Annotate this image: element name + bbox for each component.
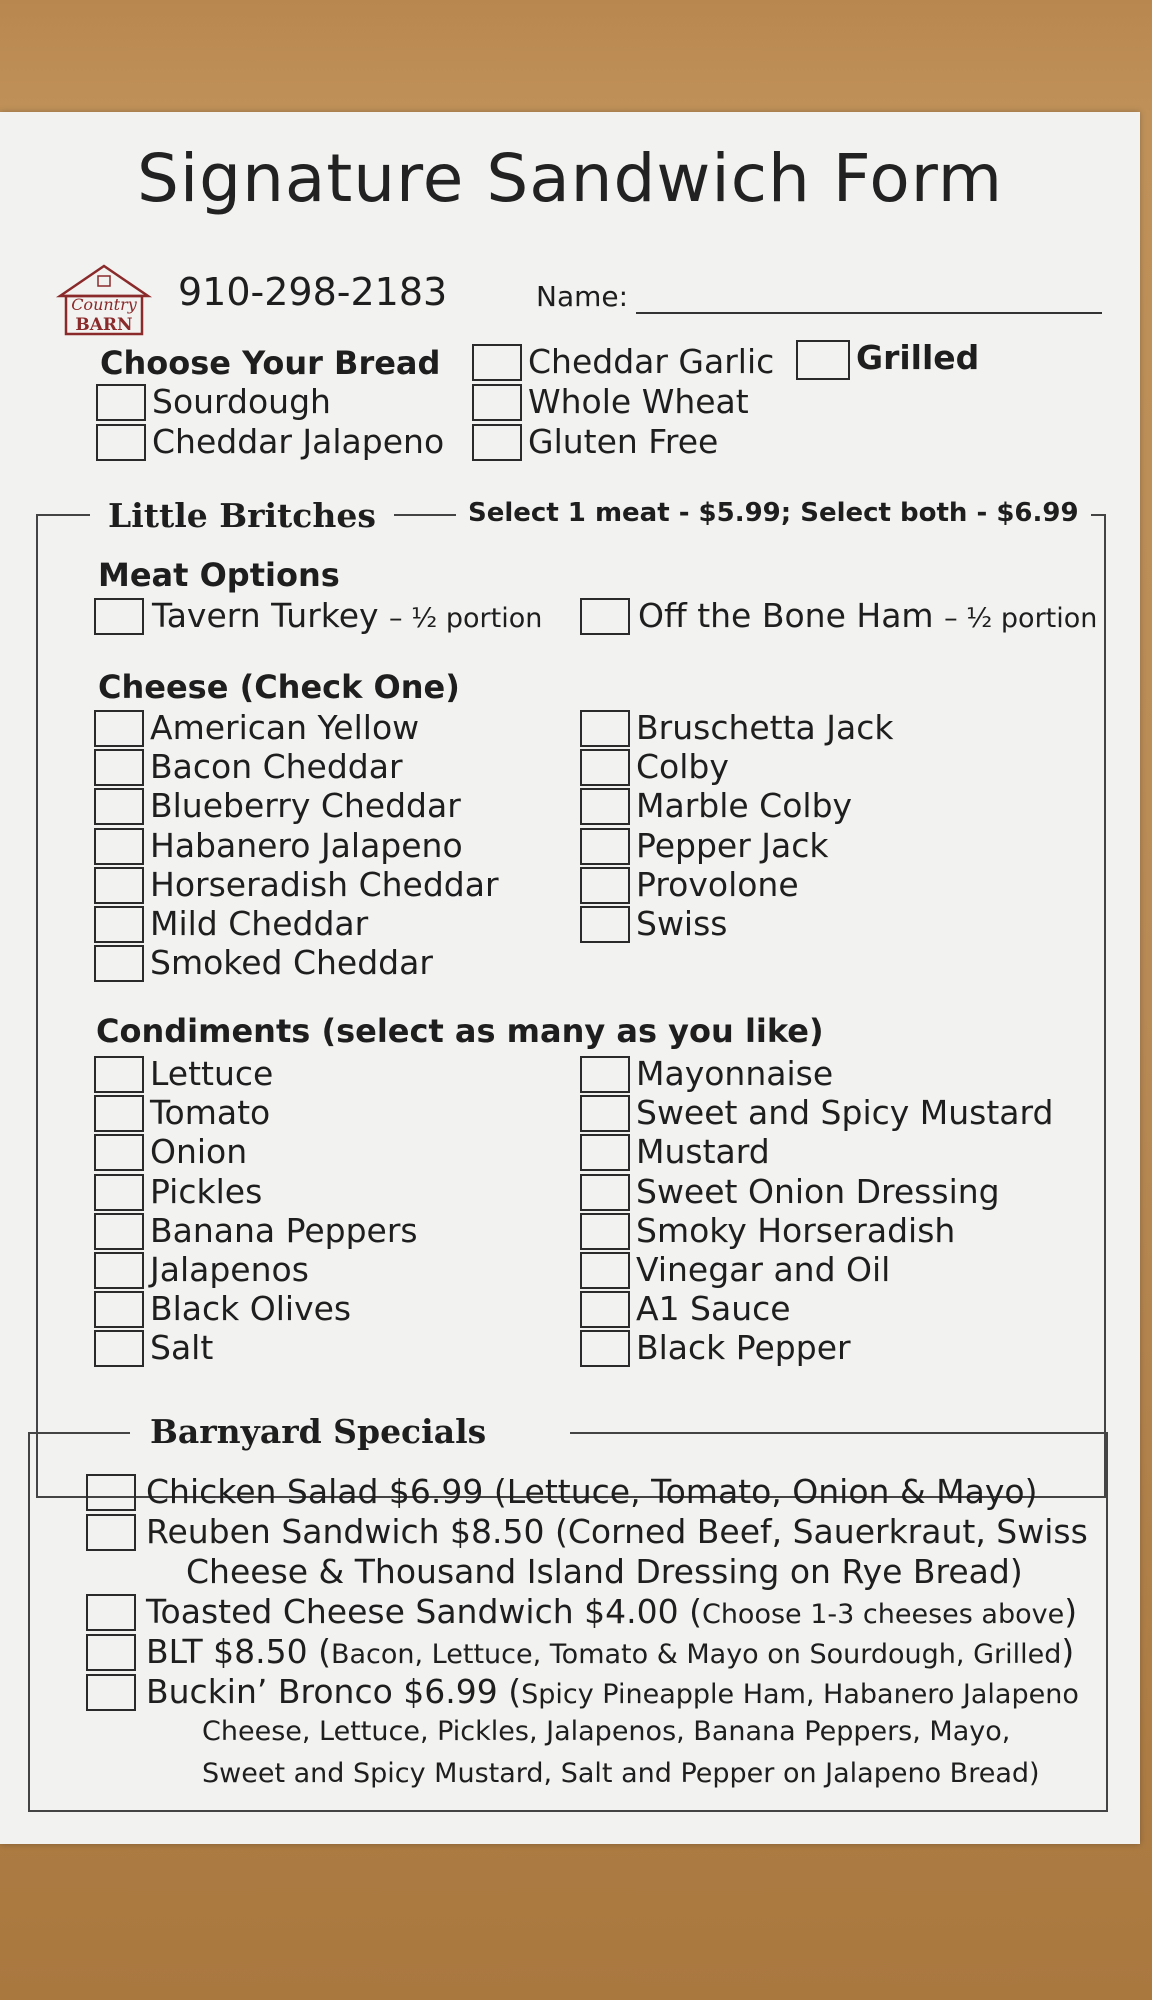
condiment-option-checkbox[interactable] [94,1056,144,1093]
condiment-option-label: Smoky Horseradish [636,1210,956,1250]
condiment-option-checkbox[interactable] [94,1252,144,1289]
checkbox-gluten-free[interactable] [472,424,522,461]
cheese-option-label: Provolone [636,864,799,904]
price-note: Select 1 meat - $5.99; Select both - $6.99 [456,498,1091,528]
country-barn-logo [52,262,156,336]
cheese-option-label: Colby [636,747,729,787]
condiment-option-checkbox[interactable] [580,1291,630,1328]
condiments-heading: Condiments (select as many as you like) [96,1012,824,1050]
bread-option-label: Whole Wheat [528,382,749,421]
meat-option: Tavern Turkey – ½ portion [152,596,543,635]
name-field[interactable] [636,312,1102,314]
checkbox-buckin-bronco[interactable] [86,1674,136,1711]
special-buckin-bronco-cont: Sweet and Spicy Mustard, Salt and Pepper on Jalapeno Bread) [202,1758,1040,1789]
condiment-option-label: Black Olives [150,1289,352,1329]
bread-heading: Choose Your Bread [100,344,441,382]
cheese-option-label: Pepper Jack [636,825,829,865]
cheese-option-checkbox[interactable] [580,788,630,825]
cheese-option-checkbox[interactable] [580,749,630,786]
condiment-option-checkbox[interactable] [94,1095,144,1132]
condiment-option-label: Banana Peppers [150,1210,418,1250]
order-form-sheet [0,112,1140,1844]
cheese-option-checkbox[interactable] [94,828,144,865]
checkbox-grilled[interactable] [796,340,850,380]
special-chicken-salad: Chicken Salad $6.99 (Lettuce, Tomato, Onion & Mayo) [146,1472,1038,1511]
condiment-option-checkbox[interactable] [580,1056,630,1093]
condiment-option-label: A1 Sauce [636,1289,791,1329]
condiment-option-checkbox[interactable] [580,1252,630,1289]
checkbox-reuben[interactable] [86,1514,136,1551]
bread-option-label: Cheddar Jalapeno [152,422,445,461]
condiment-option-label: Vinegar and Oil [636,1250,891,1289]
condiment-option-label: Pickles [150,1171,263,1211]
cheese-option-checkbox[interactable] [94,749,144,786]
name-label: Name: [536,280,629,313]
condiment-option-label: Sweet and Spicy Mustard [636,1093,1054,1133]
checkbox-cheddar-jalapeno[interactable] [96,424,146,461]
condiment-option-checkbox[interactable] [580,1174,630,1211]
phone-number: 910-298-2183 [178,270,448,314]
condiment-option-label: Lettuce [150,1054,274,1093]
condiment-option-checkbox[interactable] [580,1134,630,1171]
checkbox-off-the-bone-ham[interactable] [580,598,630,635]
cheese-option-label: Marble Colby [636,786,853,826]
condiment-option-label: Mustard [636,1132,770,1172]
condiment-option-checkbox[interactable] [94,1134,144,1171]
condiment-option-label: Salt [150,1328,214,1368]
little-britches-legend: Little Britches [90,496,394,535]
cheese-option-label: American Yellow [150,708,420,747]
cheese-option-checkbox[interactable] [580,828,630,865]
meat-option: Off the Bone Ham – ½ portion [638,596,1098,635]
condiment-option-checkbox[interactable] [94,1213,144,1250]
condiment-option-label: Black Pepper [636,1328,851,1368]
checkbox-blt[interactable] [86,1634,136,1671]
cheese-option-checkbox[interactable] [580,867,630,904]
condiment-option-label: Jalapenos [150,1250,309,1289]
cheese-option-checkbox[interactable] [94,906,144,943]
cheese-option-checkbox[interactable] [94,788,144,825]
cheese-heading: Cheese (Check One) [98,668,460,706]
bread-option-label: Sourdough [152,382,331,421]
cheese-option-checkbox[interactable] [94,710,144,747]
barnyard-specials-legend: Barnyard Specials [130,1412,570,1451]
special-blt: BLT $8.50 (Bacon, Lettuce, Tomato & Mayo on Sourdough, Grilled) [146,1632,1075,1671]
cheese-option-label: Smoked Cheddar [150,943,433,983]
condiment-option-checkbox[interactable] [94,1174,144,1211]
special-buckin-bronco-cont: Cheese, Lettuce, Pickles, Jalapenos, Banana Peppers, Mayo, [202,1716,1011,1747]
cheese-option-checkbox[interactable] [94,945,144,982]
special-toasted-cheese: Toasted Cheese Sandwich $4.00 (Choose 1-3 cheeses above) [146,1592,1078,1631]
checkbox-toasted-cheese[interactable] [86,1594,136,1631]
special-buckin-bronco: Buckin’ Bronco $6.99 (Spicy Pineapple Ham, Habanero Jalapeno [146,1672,1079,1711]
cheese-option-checkbox[interactable] [580,906,630,943]
condiment-option-checkbox[interactable] [580,1330,630,1367]
cheese-option-checkbox[interactable] [580,710,630,747]
checkbox-whole-wheat[interactable] [472,384,522,421]
cheese-option-label: Horseradish Cheddar [150,864,499,904]
condiment-option-label: Mayonnaise [636,1054,834,1093]
condiment-option-checkbox[interactable] [580,1213,630,1250]
special-reuben-cont: Cheese & Thousand Island Dressing on Rye Bread) [186,1552,1023,1591]
condiment-option-label: Sweet Onion Dressing [636,1171,1000,1211]
condiment-option-checkbox[interactable] [94,1330,144,1367]
svg-text:Country: Country [71,295,137,314]
condiment-option-label: Onion [150,1132,248,1172]
bread-option-label: Gluten Free [528,422,719,461]
cheese-option-label: Bruschetta Jack [636,708,894,747]
condiment-option-label: Tomato [150,1093,271,1133]
cheese-option-label: Swiss [636,904,728,943]
condiment-option-checkbox[interactable] [94,1291,144,1328]
cheese-option-label: Blueberry Cheddar [150,786,461,826]
checkbox-tavern-turkey[interactable] [94,598,144,635]
checkbox-sourdough[interactable] [96,384,146,421]
grilled-label: Grilled [856,338,980,377]
cheese-option-label: Bacon Cheddar [150,747,403,787]
svg-text:BARN: BARN [75,315,133,335]
cheese-option-label: Mild Cheddar [150,904,369,943]
condiment-option-checkbox[interactable] [580,1095,630,1132]
cheese-option-label: Habanero Jalapeno [150,825,463,865]
checkbox-cheddar-garlic[interactable] [472,344,522,381]
checkbox-chicken-salad[interactable] [86,1474,136,1511]
form-title: Signature Sandwich Form [136,140,1004,217]
bread-option-label: Cheddar Garlic [528,342,775,381]
special-reuben: Reuben Sandwich $8.50 (Corned Beef, Sauerkraut, Swiss [146,1512,1088,1551]
meat-heading: Meat Options [98,556,340,594]
cheese-option-checkbox[interactable] [94,867,144,904]
